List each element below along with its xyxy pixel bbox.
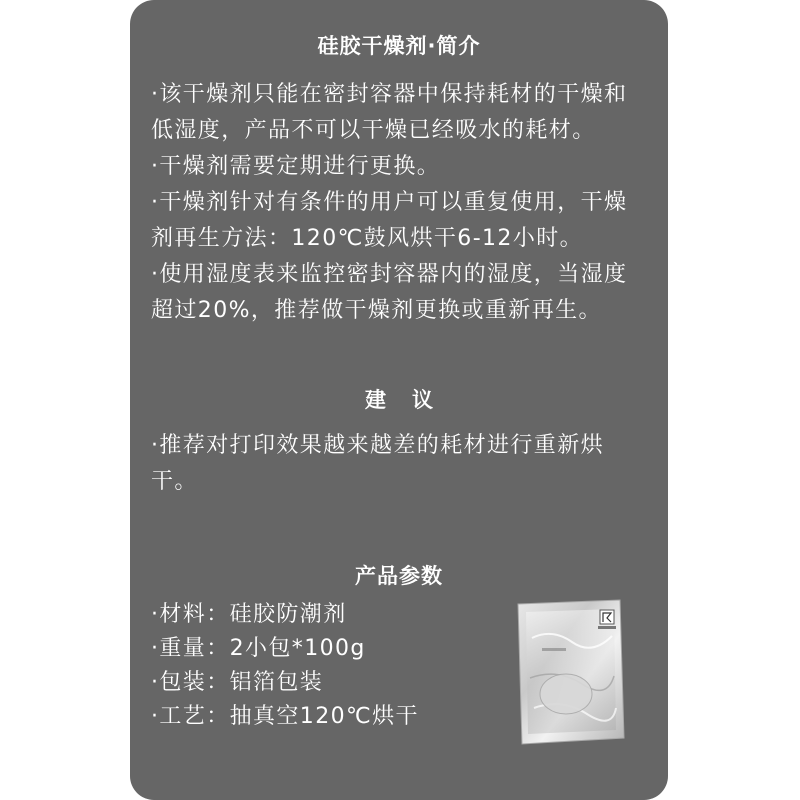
- intro-title: 硅胶干燥剂·简介: [317, 34, 481, 58]
- params-list: [151, 598, 511, 734]
- advice-title: 建议: [365, 388, 459, 412]
- param-row-process: ·工艺：抽真空120℃烘干: [151, 704, 419, 729]
- param-row-package: ·包装：铝箔包装: [151, 670, 324, 695]
- param-row-material: ·材料：硅胶防潮剂: [151, 602, 347, 627]
- param-row-weight: ·重量：2小包*100g: [151, 636, 366, 661]
- intro-line: ·使用湿度表来监控密封容器内的湿度，当湿度: [151, 262, 628, 287]
- advice-line: ·推荐对打印效果越来越差的耗材进行重新烘: [151, 433, 604, 458]
- intro-line: 超过20%，推荐做干燥剂更换或重新再生。: [151, 298, 602, 323]
- intro-line: ·该干燥剂只能在密封容器中保持耗材的干燥和: [151, 82, 628, 107]
- intro-line: 剂再生方法：120℃鼓风烘干6-12小时。: [151, 226, 584, 251]
- advice-text: [151, 428, 651, 500]
- intro-line: ·干燥剂针对有条件的用户可以重复使用，干燥: [151, 190, 628, 215]
- info-card: [130, 0, 668, 800]
- advice-line: 干。: [151, 469, 198, 494]
- params-title: 产品参数: [355, 564, 443, 588]
- product-pack-image: [512, 598, 626, 746]
- intro-line: 低湿度，产品不可以干燥已经吸水的耗材。: [151, 118, 596, 143]
- intro-text: [151, 77, 651, 329]
- intro-line: ·干燥剂需要定期进行更换。: [151, 154, 441, 179]
